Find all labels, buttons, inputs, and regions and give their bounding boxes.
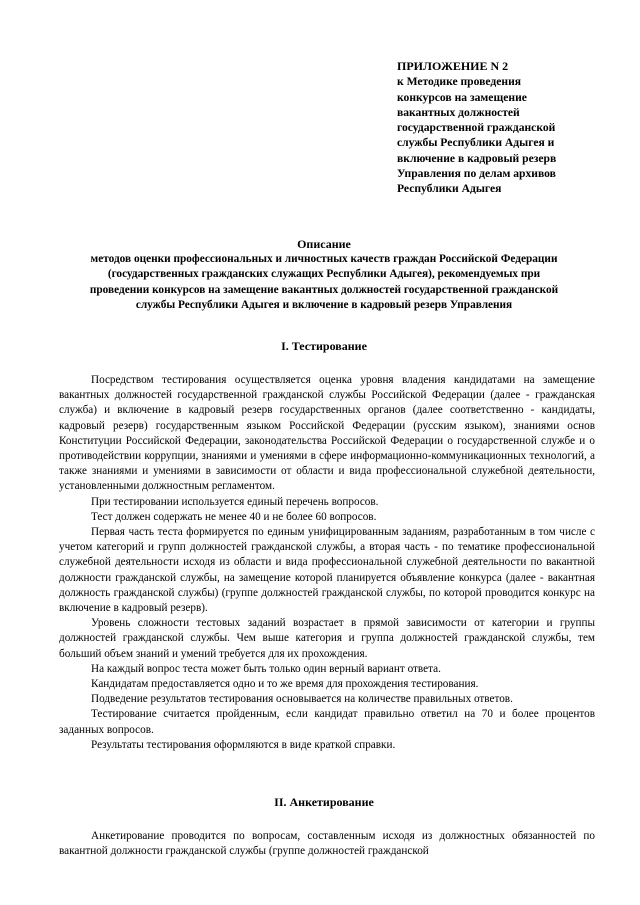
paragraph: Первая часть теста формируется по единым унифицированным заданиям, разработанным в том числе с учетом категорий и групп должностей гражданской службы, а вторая часть - по тематике профессиональной служебной деятельности исходя из области и вида профессиональной служебной деятельности по вакантной должности гражданской службы, на замещение которой планируется объявление конкурса (далее - вакантная должность гражданской службы) (группе должностей гражданской службы, по которой проводится конкурс на включение в кадровый резерв). — [59, 526, 595, 615]
appendix-line: конкурсов на замещение — [397, 90, 527, 104]
paragraph: Анкетирование проводится по вопросам, составленным исходя из должностных обязанностей по вакантной должности гражданской службы (группе должностей гражданской — [59, 830, 595, 858]
paragraph: На каждый вопрос теста может быть только один верный вариант ответа. — [91, 662, 441, 675]
appendix-header — [397, 59, 617, 197]
paragraph: Тест должен содержать не менее 40 и не более 60 вопросов. — [91, 510, 377, 523]
paragraph: Посредством тестирования осуществляется оценка уровня владения кандидатами на замещение вакантных должностей государственной гражданской службы Российской Федерации (далее - гражданская служба) и включение в кадровый резерв государственных органов (далее соответственно - кандидаты, кадровый резерв) государственным языком Российской Федерации (русским языком), знаниями основ Конституции Российской Федерации, законодательства Российской Федерации о государственной службе и о противодействии коррупции, знаниями и умениями в сфере информационно-коммуникационных технологий, а также знаниями и умениями в зависимости от области и вида профессиональной служебной деятельности, установленными должностным регламентом. — [59, 374, 595, 493]
paragraph: Кандидатам предоставляется одно и то же время для прохождения тестирования. — [91, 678, 479, 691]
section-body-testing — [59, 373, 595, 753]
appendix-line: Республики Адыгея — [397, 182, 502, 196]
section-body-questionnaire — [59, 829, 595, 859]
appendix-line: службы Республики Адыгея и — [397, 136, 555, 150]
document-title — [44, 237, 604, 313]
appendix-line: государственной гражданской — [397, 121, 556, 135]
title-line: проведении конкурсов на замещение вакантных должностей государственной гражданской — [89, 283, 559, 296]
title-line: (государственных гражданских служащих Республики Адыгея), рекомендуемых при — [107, 268, 541, 281]
paragraph: Результаты тестирования оформляются в виде краткой справки. — [91, 738, 396, 751]
appendix-line: Управления по делам архивов — [397, 167, 556, 181]
title-line: методов оценки профессиональных и личностных качеств граждан Российской Федерации — [90, 253, 558, 266]
paragraph: Уровень сложности тестовых заданий возрастает в прямой зависимости от категории и группы должностей гражданской службы. Чем выше категория и группа должностей гражданской службы, тем больший объем знаний и умений требуется для их прохождения. — [59, 617, 595, 660]
appendix-line: включение в кадровый резерв — [397, 151, 557, 165]
section-heading-questionnaire: II. Анкетирование — [274, 795, 374, 809]
appendix-line: вакантных должностей — [397, 105, 520, 119]
paragraph: Подведение результатов тестирования основывается на количестве правильных ответов. — [91, 693, 513, 706]
section-heading-testing: I. Тестирование — [281, 339, 367, 353]
appendix-heading: ПРИЛОЖЕНИЕ N 2 — [397, 59, 509, 73]
paragraph: Тестирование считается пройденным, если кандидат правильно ответил на 70 и более процентов заданных вопросов. — [59, 708, 595, 736]
title-heading: Описание — [297, 237, 351, 251]
appendix-line: к Методике проведения — [397, 75, 522, 89]
title-line: службы Республики Адыгея и включение в кадровый резерв Управления — [135, 298, 513, 311]
paragraph: При тестировании используется единый перечень вопросов. — [91, 495, 379, 508]
